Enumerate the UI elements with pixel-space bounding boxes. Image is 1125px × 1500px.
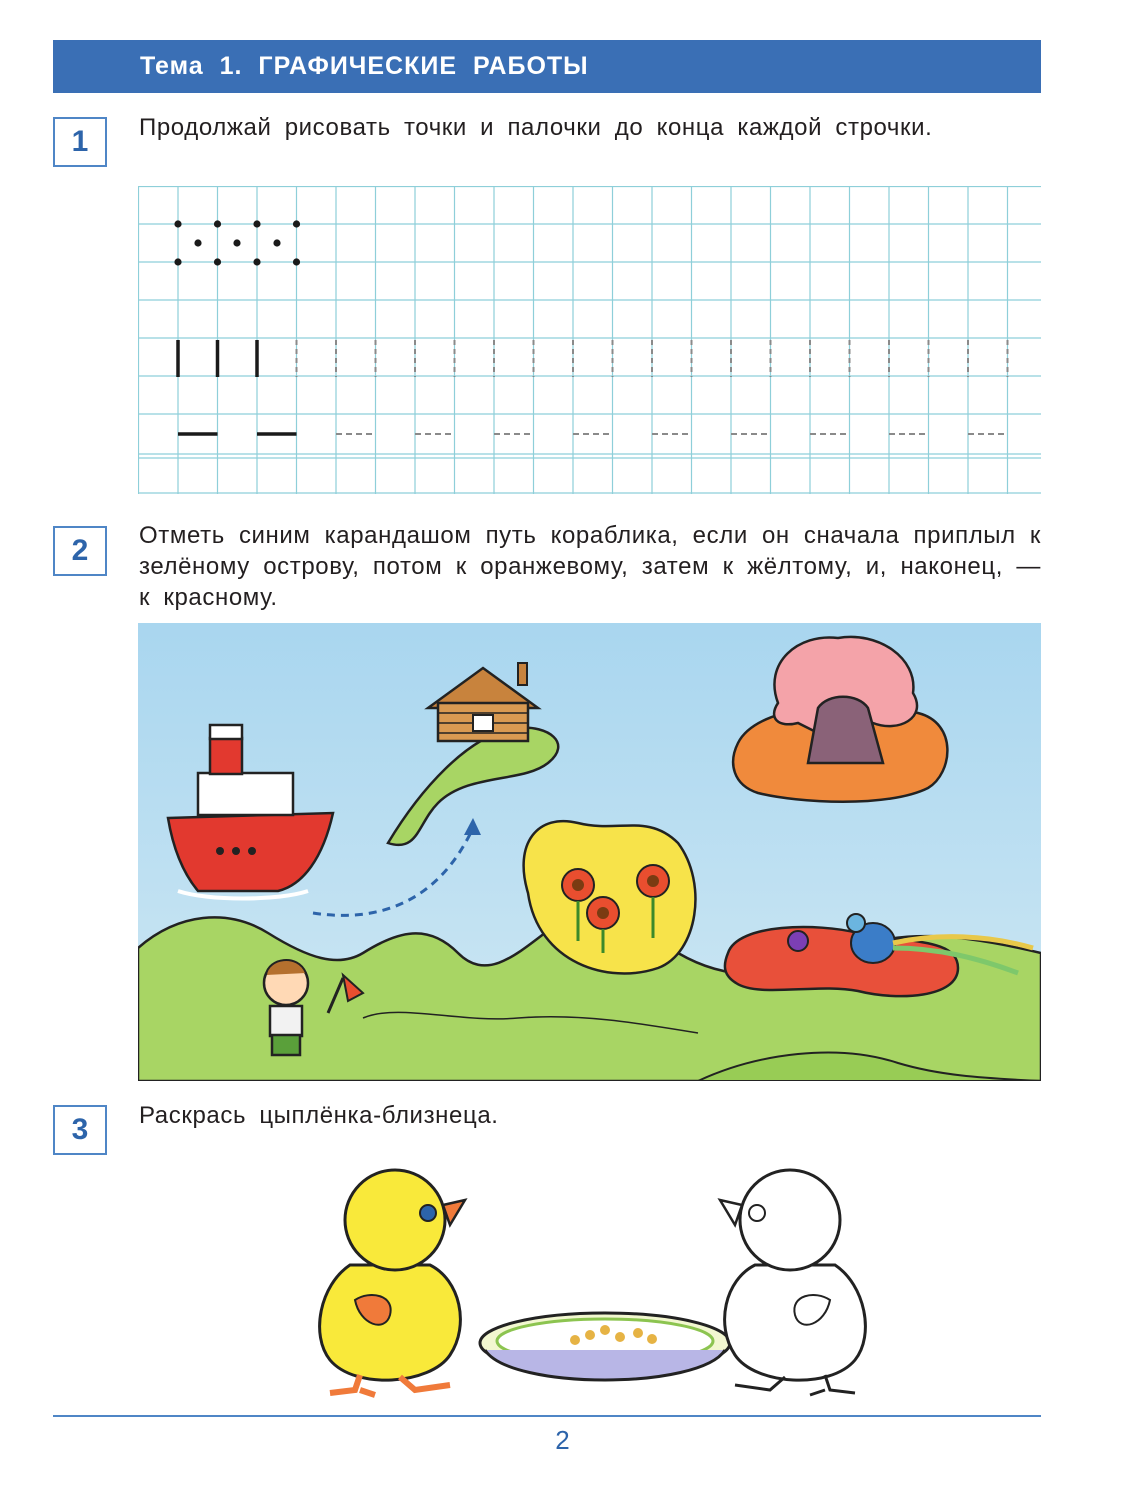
vertical-sticks-sample — [178, 340, 257, 377]
task-1-instruction: Продолжай рисовать точки и палочки до конца каждой строчки. — [139, 114, 933, 141]
grid-horizontal-lines — [138, 187, 1041, 494]
task-3-instruction: Раскрась цыплёнка-близнеца. — [139, 1102, 499, 1129]
task-1-grid-worksheet[interactable] — [138, 186, 1042, 496]
outline-chick-to-color[interactable] — [720, 1170, 865, 1395]
footer-rule — [53, 1415, 1041, 1417]
task-2-instruction: Отметь синим карандашом путь кораблика, если он сначала приплыл к зелёному острову, потом к оранжевому, затем к жёлтому, и, наконец, — к красному. — [139, 522, 1041, 611]
topic-title: Тема 1. ГРАФИЧЕСКИЕ РАБОТЫ — [140, 52, 589, 80]
topic-header-bar — [53, 40, 1041, 93]
dot-zigzag-sample — [174, 220, 300, 265]
yellow-chick-icon — [320, 1170, 465, 1395]
task-3-chicks-illustration[interactable] — [300, 1165, 890, 1405]
task-1-number-badge: 1 — [53, 117, 107, 167]
task-2-sea-illustration[interactable] — [138, 623, 1041, 1081]
task-2-number-badge: 2 — [53, 526, 107, 576]
task-3-number-badge: 3 — [53, 1105, 107, 1155]
grain-bowl-icon — [480, 1313, 730, 1380]
page-number: 2 — [555, 1425, 570, 1455]
